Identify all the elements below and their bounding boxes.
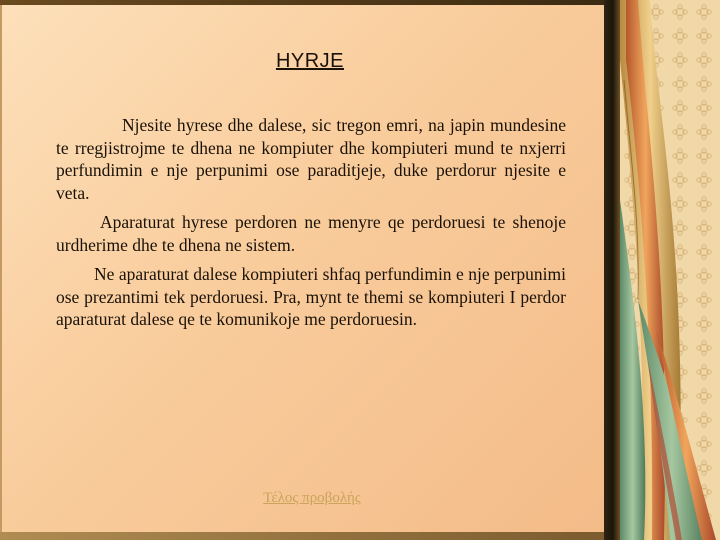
frame-bottom: [0, 532, 618, 540]
frame-top: [0, 0, 618, 5]
frame-right-shadow: [604, 0, 620, 540]
end-show-link[interactable]: Τέλος προβολής: [263, 490, 361, 506]
paragraph-2: Aparaturat hyrese perdoren ne menyre qe perdoruesi te shenoje urdherime dhe te dhena ne sistem.: [56, 212, 566, 255]
paragraph-3: Ne aparaturat dalese kompiuteri shfaq perfundimin e nje perpunimi ose prezantimi tek perdoruesi. Pra, mynt te themi se kompiuteri I perdor aparaturat dalese qe te komunikoje me perdoruesin.: [56, 264, 566, 329]
slide-title: HYRJE: [275, 50, 345, 72]
frame-left: [0, 0, 2, 540]
slide-body: [56, 114, 566, 338]
decorative-border: [620, 0, 720, 540]
paragraph-1: Njesite hyrese dhe dalese, sic tregon emri, na japin mundesine te rregjistrojme te dhena ne kompiuter dhe kompiuteri mund te nxjerri perfundimin e nje perpunimi ose paraditjeje, duke perdorur njesite e veta.: [56, 115, 566, 203]
